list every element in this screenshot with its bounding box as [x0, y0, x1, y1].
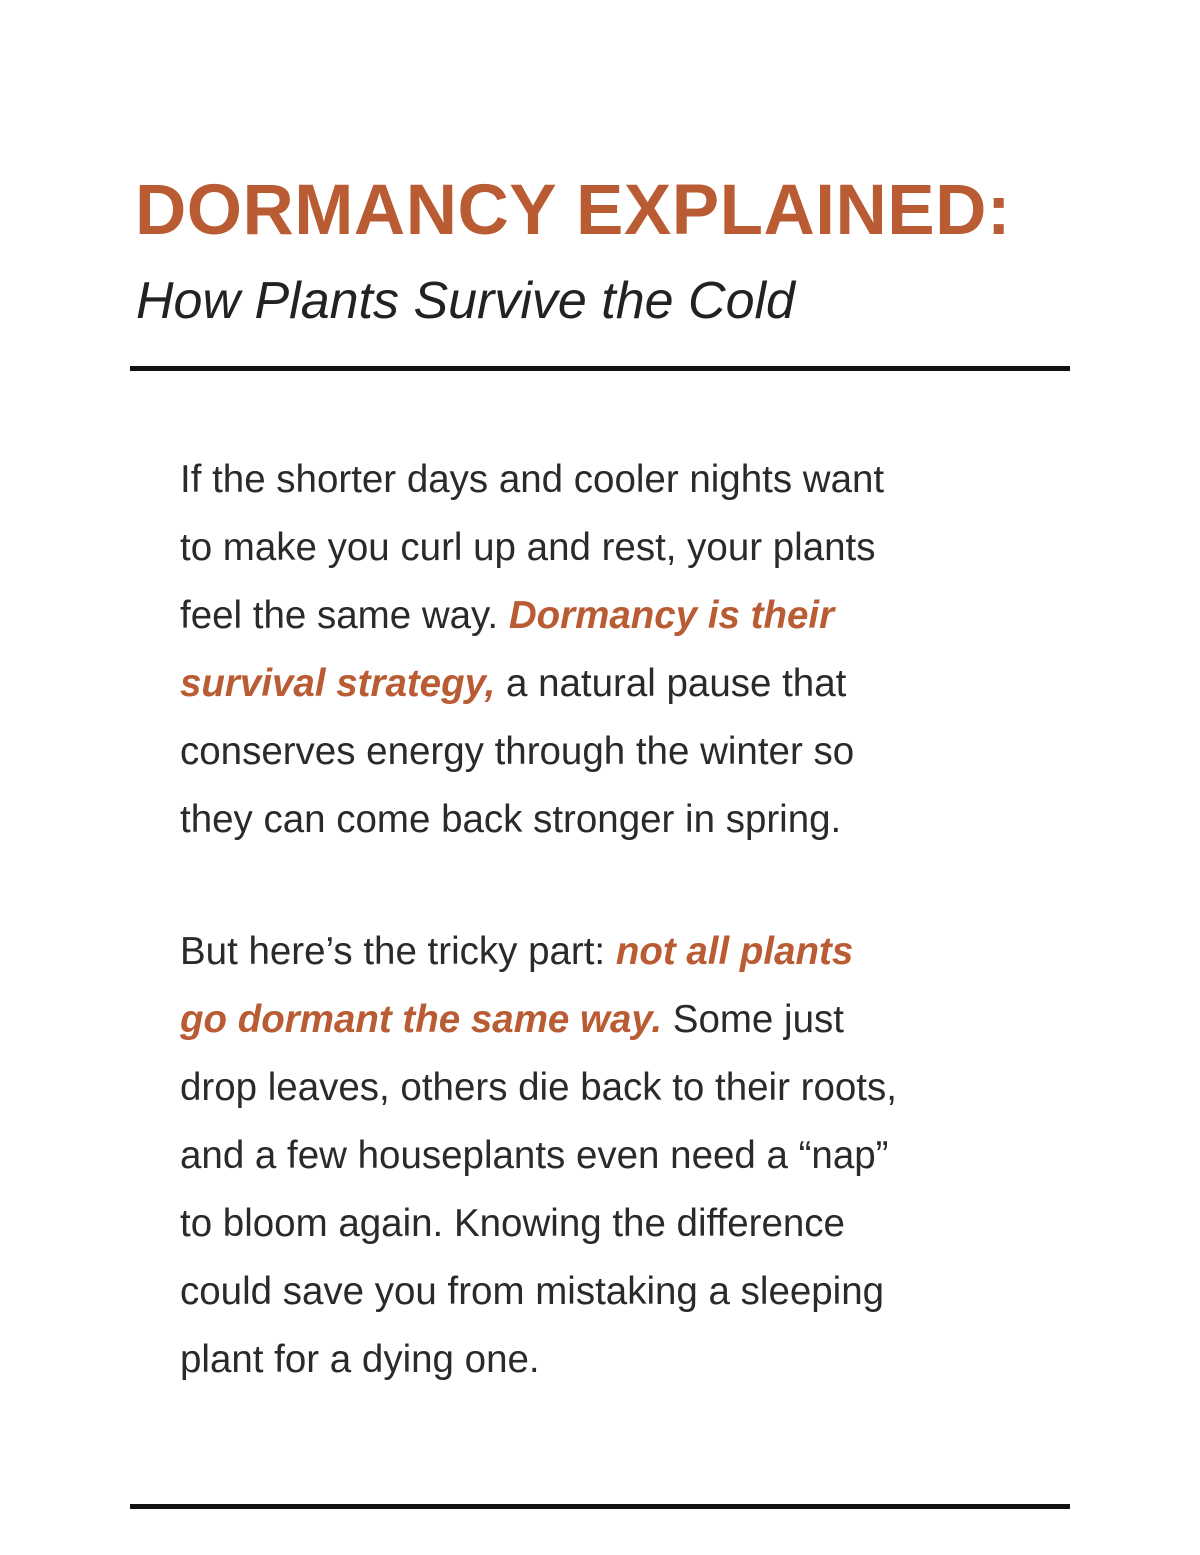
text-segment: and a few houseplants even need a “nap”	[180, 1134, 889, 1177]
text-segment: If the shorter days and cooler nights want	[180, 458, 885, 501]
intro-paragraph	[180, 446, 1050, 854]
paragraph-line	[180, 514, 1050, 582]
paragraph-line	[180, 582, 1050, 650]
paragraph-line	[180, 650, 1050, 718]
text-segment: to bloom again. Knowing the difference	[180, 1202, 845, 1245]
paragraph-line	[180, 1326, 1050, 1394]
highlighted-phrase: Dormancy is their	[508, 594, 835, 637]
page-subtitle: How Plants Survive the Cold	[136, 272, 795, 330]
text-segment: Some just	[662, 998, 844, 1041]
paragraph-line	[180, 718, 1050, 786]
text-segment: But here’s the tricky part:	[180, 930, 616, 973]
detail-paragraph	[180, 918, 1050, 1394]
paragraph-line	[180, 1122, 1050, 1190]
bottom-divider	[130, 1504, 1070, 1509]
highlighted-phrase: not all plants	[615, 930, 854, 973]
text-segment: to make you curl up and rest, your plants	[180, 526, 876, 569]
highlighted-phrase: go dormant the same way.	[180, 998, 663, 1041]
text-segment: a natural pause that	[495, 662, 847, 705]
text-segment: conserves energy through the winter so	[180, 730, 855, 773]
text-segment: feel the same way.	[180, 594, 509, 637]
page-title: DORMANCY EXPLAINED:	[135, 171, 1012, 250]
text-segment: could save you from mistaking a sleeping	[180, 1270, 885, 1313]
paragraph-line	[180, 446, 1050, 514]
highlighted-phrase: survival strategy,	[180, 662, 496, 705]
text-segment: drop leaves, others die back to their roots,	[180, 1066, 897, 1109]
text-segment: they can come back stronger in spring.	[180, 798, 842, 841]
paragraph-line	[180, 1258, 1050, 1326]
text-segment: plant for a dying one.	[180, 1338, 540, 1381]
paragraph-line	[180, 918, 1050, 986]
paragraph-line	[180, 1054, 1050, 1122]
paragraph-line	[180, 986, 1050, 1054]
top-divider	[130, 366, 1070, 371]
paragraph-line	[180, 1190, 1050, 1258]
paragraph-line	[180, 786, 1050, 854]
